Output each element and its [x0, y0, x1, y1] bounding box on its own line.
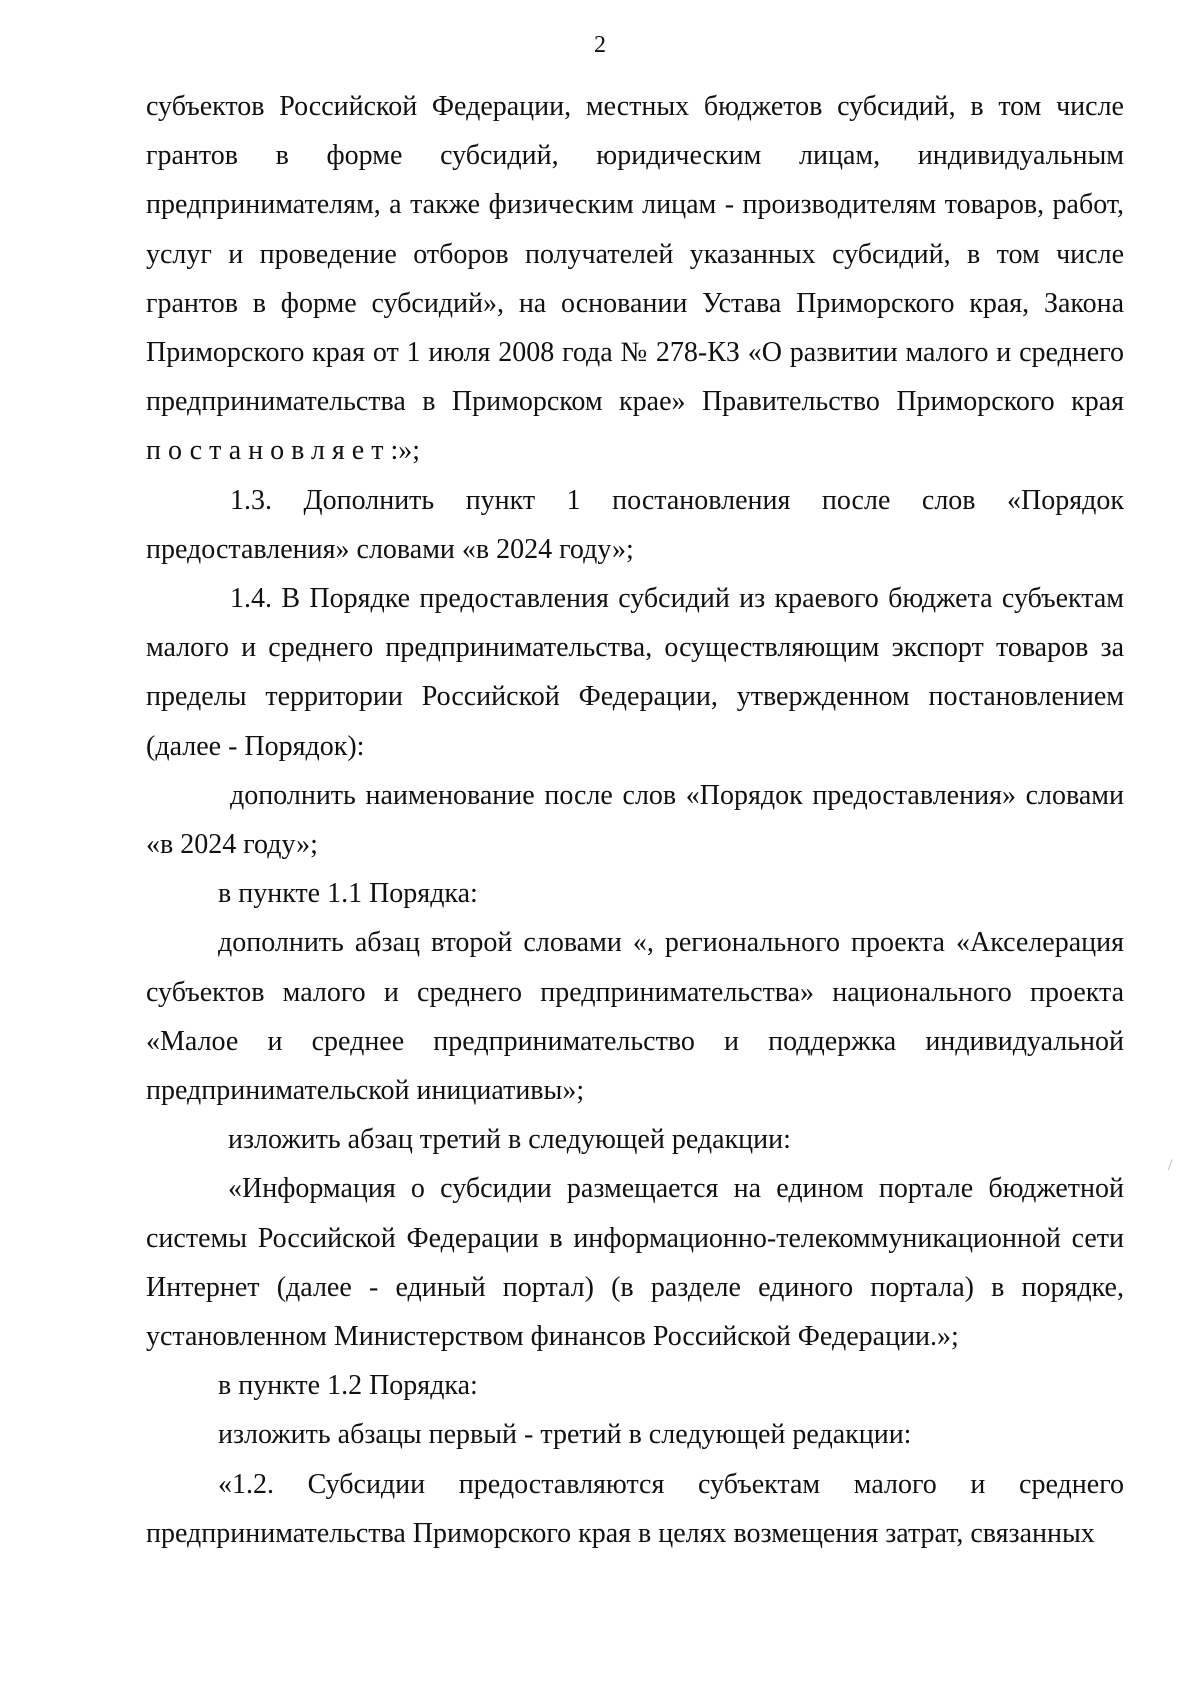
page-number: 2	[594, 32, 606, 58]
scan-artifact: /	[1168, 1157, 1173, 1174]
paragraph-second-abzac: дополнить абзац второй словами «, регионального проекта «Акселерация субъектов малого и среднего предпринимательства» национального проекта «Малое и среднее предпринимательство и поддержка индивидуальной предпринимательской инициативы»;	[146, 927, 1124, 1107]
paragraph-point-1-2: в пункте 1.2 Порядка:	[218, 1370, 478, 1402]
paragraph-1-3: 1.3. Дополнить пункт 1 постановления после слов «Порядок предоставления» словами «в 2024 году»;	[146, 484, 1124, 565]
paragraph-point-1-1: в пункте 1.1 Порядка:	[218, 878, 478, 910]
document-body	[146, 82, 1124, 1558]
spaced-word-postanovlyaet: постановляет	[146, 435, 391, 467]
paragraph-1-4: 1.4. В Порядке предоставления субсидий из краевого бюджета субъектам малого и среднего предпринимательства, осуществляющим экспорт товаров за пределы территории Российской Федерации, утвержденном постановлением (далее - Порядок):	[146, 583, 1124, 762]
paragraph-preamble-continuation	[146, 82, 1124, 476]
paragraph-subsidy-info: «Информация о субсидии размещается на едином портале бюджетной системы Российской Федерации в информационно-телекоммуникационной сети Интернет (далее - единый портал) (в разделе единого портала) в порядке, установленном Министерством финансов Российской Федерации.»;	[146, 1173, 1124, 1353]
paragraph-third-abzac: изложить абзац третий в следующей редакции:	[228, 1124, 791, 1156]
paragraph-1-2-text: «1.2. Субсидии предоставляются субъектам малого и среднего предпринимательства Приморского края в целях возмещения затрат, связанных	[146, 1468, 1124, 1549]
paragraph-name-amendment: дополнить наименование после слов «Порядок предоставления» словами «в 2024 году»;	[146, 779, 1124, 861]
preamble-ending: :»;	[390, 435, 421, 467]
paragraph-first-third-abzac: изложить абзацы первый - третий в следующей редакции:	[218, 1419, 912, 1451]
preamble-text: субъектов Российской Федерации, местных бюджетов субсидий, в том числе грантов в форме субсидий, юридическим лицам, индивидуальным предпринимателям, а также физическим лицам - производителям товаров, работ, услуг и проведение отборов получателей указанных субсидий, в том числе грантов в форме субсидий», на основании Устава Приморского края, Закона Приморского края от 1 июля 2008 года № 278-КЗ «О развитии малого и среднего предпринимательства в Приморском крае» Правительство Приморского края	[146, 91, 1124, 418]
